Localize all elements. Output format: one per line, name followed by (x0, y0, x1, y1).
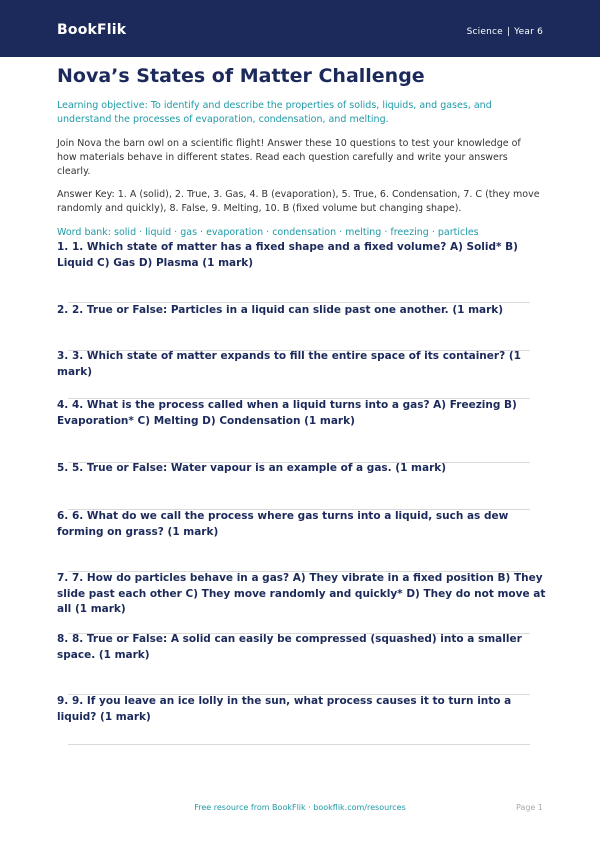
worksheet-title: Nova’s States of Matter Challenge (57, 65, 425, 87)
year-label: Year 6 (514, 27, 543, 37)
subject-label: Science (466, 27, 503, 37)
answer-line-9[interactable] (68, 744, 530, 745)
learning-objective: Learning objective: To identify and describe the properties of solids, liquids, and gases, and understand the processes of evaporation, condensation, and melting. (57, 100, 492, 125)
page-number: Page 1 (516, 803, 543, 812)
question-8: 8. 8. True or False: A solid can easily be compressed (squashed) into a smaller space. (1 mark) (57, 633, 522, 661)
question-1: 1. 1. Which state of matter has a fixed shape and a fixed volume? A) Solid* B) Liquid C) Gas D) Plasma (1 mark) (57, 241, 518, 269)
question-7: 7. 7. How do particles behave in a gas? A) They vibrate in a fixed position B) They slide past each other C) They move randomly and quickly* D) They do not move at all (1 mark) (57, 572, 546, 615)
question-5: 5. 5. True or False: Water vapour is an example of a gas. (1 mark) (57, 462, 447, 474)
answer-key: Answer Key: 1. A (solid), 2. True, 3. Gas, 4. B (evaporation), 5. True, 6. Condensation, 7. C (they move randomly and quickly), 8. False, 9. Melting, 10. B (fixed volume but changing shape). (57, 189, 540, 214)
brand-logo[interactable]: BookFlik (57, 22, 127, 38)
subject-year-label (467, 27, 543, 37)
separator: | (506, 27, 511, 37)
question-2: 2. 2. True or False: Particles in a liquid can slide past one another. (1 mark) (57, 304, 504, 316)
question-9: 9. 9. If you leave an ice lolly in the sun, what process causes it to turn into a liquid? (1 mark) (57, 695, 512, 723)
question-6: 6. 6. What do we call the process where gas turns into a liquid, such as dew forming on grass? (1 mark) (57, 510, 509, 538)
question-4: 4. 4. What is the process called when a liquid turns into a gas? A) Freezing B) Evaporation* C) Melting D) Condensation (1 mark) (57, 399, 517, 427)
worksheet-intro (57, 63, 543, 240)
page-header (0, 0, 600, 57)
question-3: 3. 3. Which state of matter expands to fill the entire space of its container? (1 mark) (57, 350, 521, 378)
footer-link[interactable]: Free resource from BookFlik · bookflik.com/resources (194, 803, 406, 812)
intro-text: Join Nova the barn owl on a scientific flight! Answer these 10 questions to test your knowledge of how materials behave in different states. Read each question carefully and write your answers clearly. (57, 138, 521, 177)
word-bank: Word bank: solid · liquid · gas · evaporation · condensation · melting · freezing · particles (57, 227, 479, 238)
